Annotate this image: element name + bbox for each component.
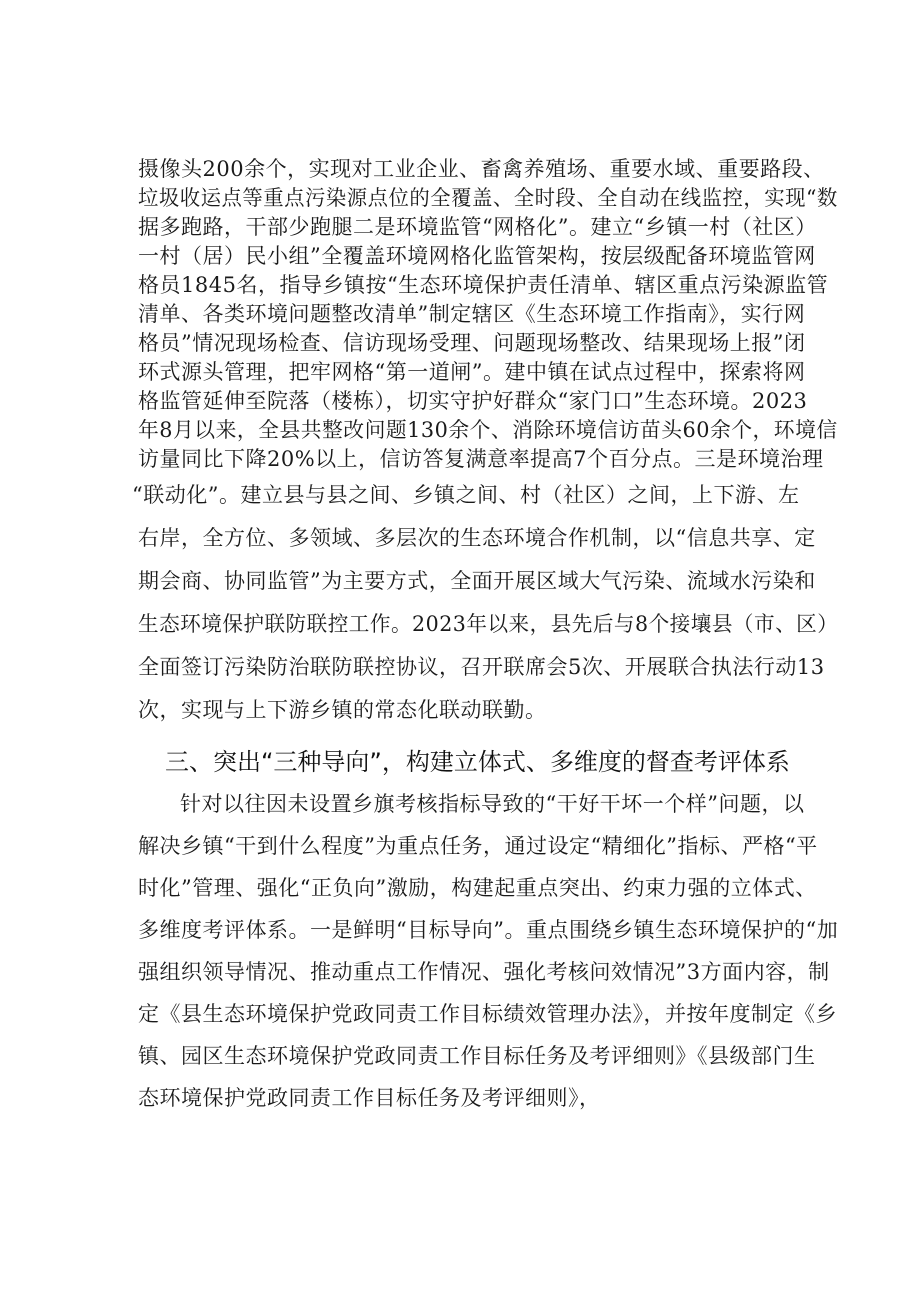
text-line: 右岸，全方位、多领域、多层次的生态环境合作机制，以“信息共享、定	[138, 526, 816, 550]
text-line: 格员1845名，指导乡镇按“生态环境保护责任清单、辖区重点污染源监管	[138, 273, 829, 297]
text-line: 解决乡镇“干到什么程度”为重点任务，通过设定“精细化”指标、严格“平	[138, 834, 818, 858]
text-line: 定《县生态环境保护党政同责工作目标绩效管理办法》，并按年度制定《乡	[138, 1002, 837, 1026]
text-line: 全面签订污染防治联防联控协议，召开联席会5次、开展联合执法行动13	[138, 655, 825, 679]
text-line: 态环境保护党政同责工作目标任务及考评细则》，	[138, 1086, 601, 1110]
section-heading: 三、突出“三种导向”，构建立体式、多维度的督查考评体系	[165, 748, 790, 776]
text-line: 摄像头200余个，实现对工业企业、畜禽养殖场、重要水域、重要路段、	[138, 157, 825, 181]
text-line: 期会商、协同监管”为主要方式，全面开展区域大气污染、流域水污染和	[138, 569, 816, 593]
text-line: 一村（居）民小组”全覆盖环境网格化监管架构，按层级配备环境监管网	[138, 244, 816, 268]
text-line: 生态环境保护联防联控工作。2023年以来，县先后与8个接壤县（市、区）	[138, 612, 839, 636]
text-line: 年8月以来，全县共整改问题130余个、消除环境信访苗头60余个，环境信	[138, 418, 838, 442]
text-line: 环式源头管理，把牢网格“第一道闸”。建中镇在试点过程中，探索将网	[138, 360, 806, 384]
text-line: 镇、园区生态环境保护党政同责工作目标任务及考评细则》《县级部门生	[138, 1044, 816, 1068]
text-line: 据多跑路，干部少跑腿二是环境监管“网格化”。建立“乡镇一村（社区）	[138, 215, 817, 239]
text-line: 访量同比下降20%以上，信访答复满意率提高7个百分点。三是环境治理	[138, 447, 824, 471]
text-line: “联动化”。建立县与县之间、乡镇之间、村（社区）之间，上下游、左	[132, 483, 800, 507]
text-line: 清单、各类环境问题整改清单”制定辖区《生态环境工作指南》，实行网	[138, 302, 806, 326]
text-line: 格员”情况现场检查、信访现场受理、问题现场整改、结果现场上报”闭	[138, 331, 806, 355]
text-line: 格监管延伸至院落（楼栋），切实守护好群众“家门口”生态环境。2023	[138, 389, 808, 413]
text-line: 时化”管理、强化“正负向”激励，构建起重点突出、约束力强的立体式、	[138, 876, 817, 900]
text-line: 强组织领导情况、推动重点工作情况、强化考核问效情况”3方面内容，制	[138, 960, 830, 984]
text-line: 多维度考评体系。一是鲜明“目标导向”。重点围绕乡镇生态环境保护的“加	[138, 918, 839, 942]
text-line: 次，实现与上下游乡镇的常态化联动联勤。	[138, 698, 547, 722]
text-line: 垃圾收运点等重点污染源点位的全覆盖、全时段、全自动在线监控，实现“数	[138, 186, 838, 210]
text-line: 针对以往因未设置乡旗考核指标导致的“干好干坏一个样”问题，以	[180, 792, 805, 816]
